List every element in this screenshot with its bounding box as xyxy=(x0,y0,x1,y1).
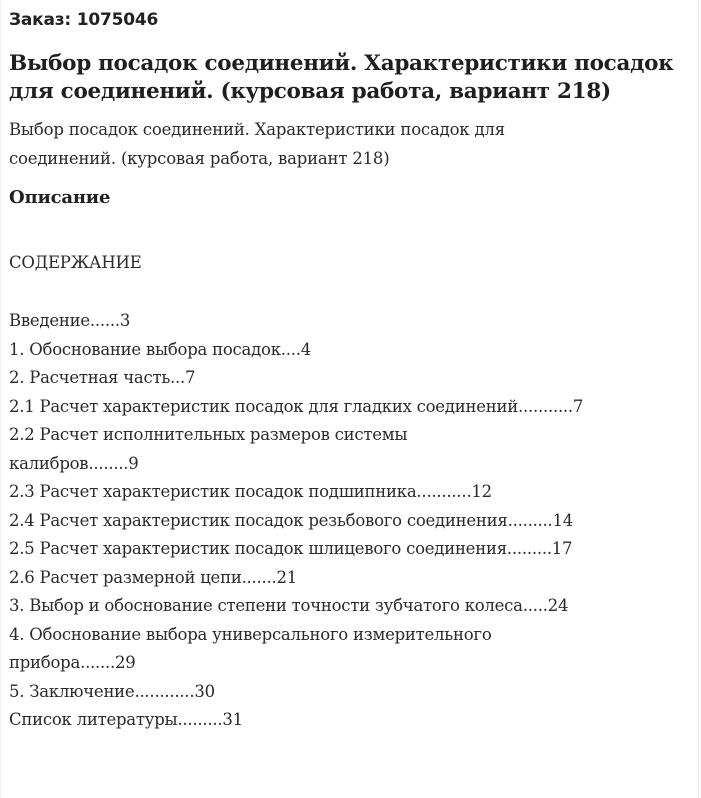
table-of-contents xyxy=(9,307,689,735)
toc-line: 1. Обоснование выбора посадок....4 xyxy=(9,339,312,359)
page-subtitle xyxy=(9,116,649,173)
toc-line: 2.2 Расчет исполнительных размеров системы xyxy=(9,425,408,444)
toc-line: Список литературы.........31 xyxy=(9,710,243,729)
page-subtitle-line-2: соединений. (курсовая работа, вариант 218) xyxy=(9,148,390,168)
toc-line: 5. Заключение............30 xyxy=(9,681,215,701)
page-subtitle-line-1: Выбор посадок соединений. Характеристики посадок для xyxy=(9,120,505,139)
toc-line: Введение......3 xyxy=(9,311,131,330)
toc-line: калибров........9 xyxy=(9,453,139,473)
toc-line: 2.6 Расчет размерной цепи.......21 xyxy=(9,567,298,587)
order-number: Заказ: 1075046 xyxy=(9,10,159,30)
toc-line: 4. Обоснование выбора универсального измерительного xyxy=(9,624,492,644)
toc-line: 2.5 Расчет характеристик посадок шлицевого соединения.........17 xyxy=(9,539,573,558)
page-title xyxy=(9,50,689,106)
toc-line: 2.1 Расчет характеристик посадок для гладких соединений...........7 xyxy=(9,396,584,416)
toc-line: 2.4 Расчет характеристик посадок резьбового соединения.........14 xyxy=(9,510,574,530)
page-title-line-1: Выбор посадок соединений. Характеристики посадок xyxy=(9,51,674,76)
contents-label: СОДЕРЖАНИЕ xyxy=(9,253,142,272)
toc-line: прибора.......29 xyxy=(9,653,136,672)
description-heading: Описание xyxy=(9,187,111,208)
page-title-line-2: для соединений. (курсовая работа, вариант 218) xyxy=(9,79,611,104)
toc-line: 2. Расчетная часть...7 xyxy=(9,368,196,387)
toc-line: 2.3 Расчет характеристик посадок подшипника...........12 xyxy=(9,482,492,501)
toc-line: 3. Выбор и обоснование степени точности зубчатого колеса.....24 xyxy=(9,596,569,615)
